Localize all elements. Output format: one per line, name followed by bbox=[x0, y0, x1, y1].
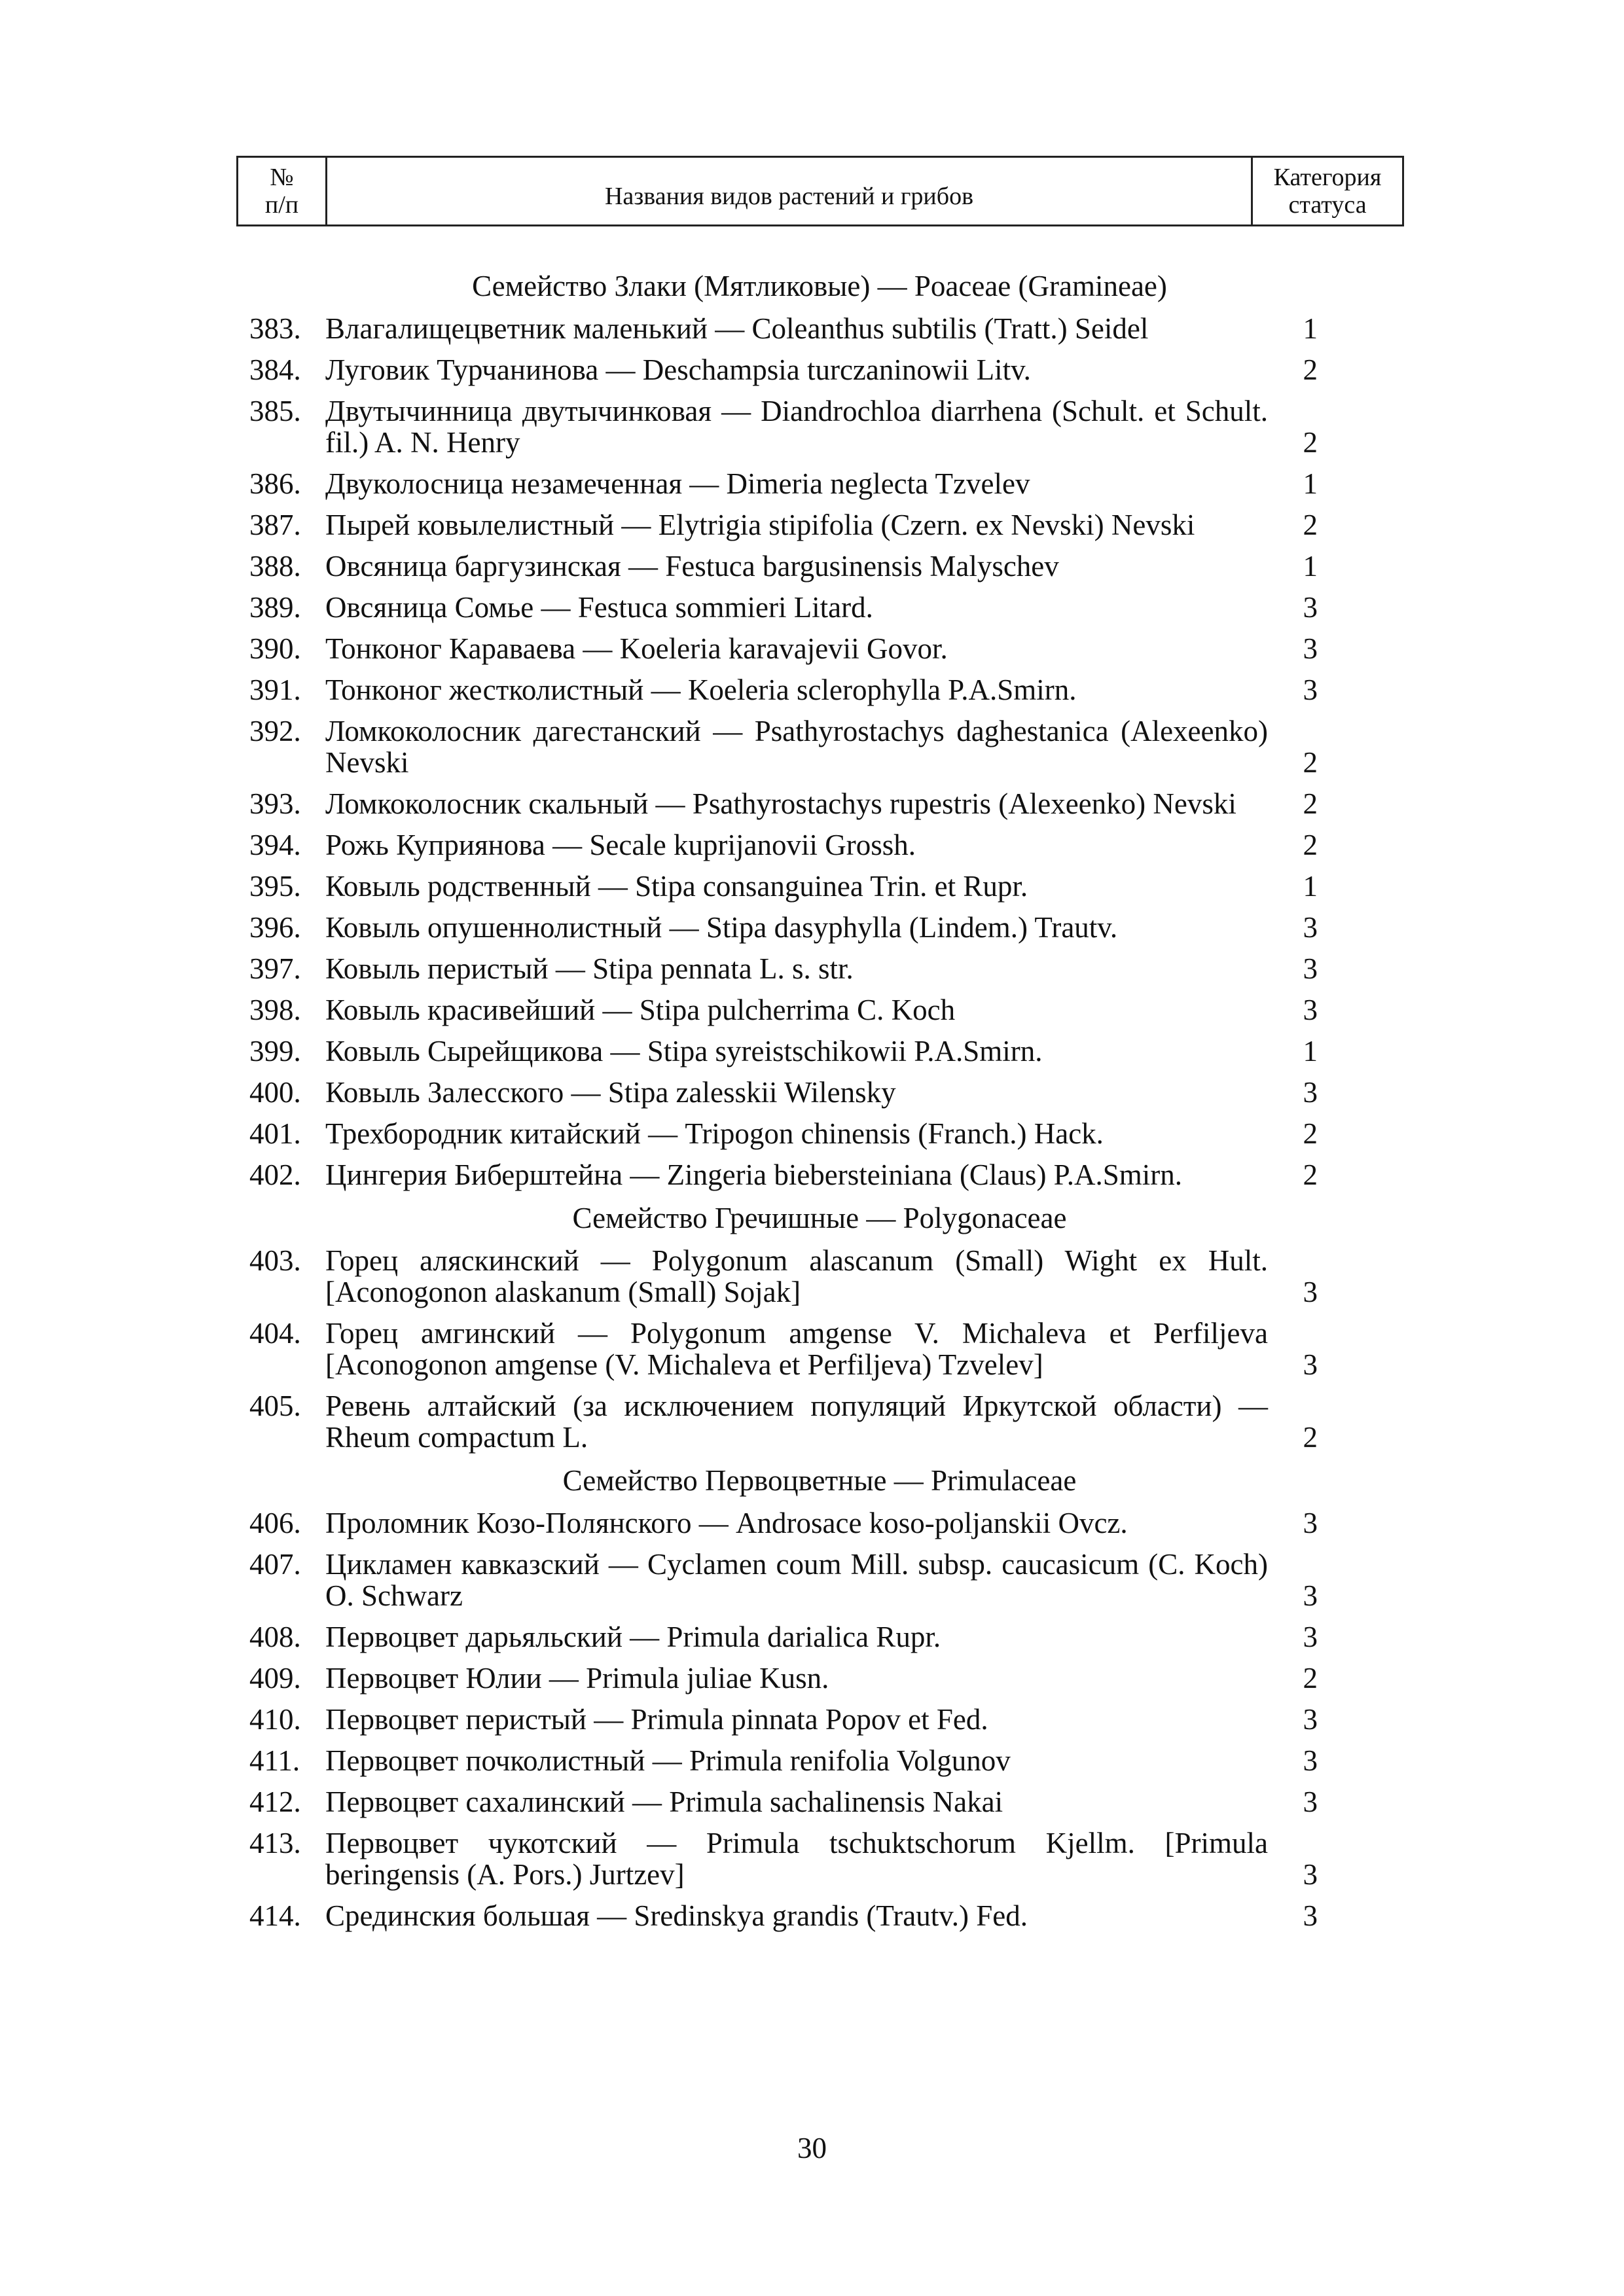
status-category: 1 bbox=[1303, 312, 1318, 345]
species-name: Ковыль опушеннолистный — Stipa dasyphylla (Lindem.) Trautv. bbox=[325, 911, 1118, 944]
species-number: 398. bbox=[249, 994, 301, 1026]
status-category: 2 bbox=[1303, 1421, 1318, 1454]
species-row bbox=[249, 674, 1318, 706]
header-name-cell bbox=[327, 158, 1253, 224]
header-number-sublabel: п/п bbox=[264, 191, 299, 219]
status-category: 1 bbox=[1303, 550, 1318, 583]
species-row bbox=[249, 550, 1318, 582]
status-category: 3 bbox=[1303, 1858, 1318, 1891]
species-name: Цингерия Биберштейна — Zingeria biebersteiniana (Claus) P.A.Smirn. bbox=[325, 1158, 1182, 1191]
species-name: Первоцвет дарьяльский — Primula darialica Rupr. bbox=[325, 1621, 941, 1653]
species-number: 407. bbox=[249, 1548, 301, 1581]
header-name-label: Названия видов растений и грибов bbox=[604, 183, 974, 210]
species-name: Первоцвет чукотский — Primula tschuktschorum Kjellm. [Primula beringensis (A. Pors.) Jurtzev] bbox=[325, 1827, 1268, 1891]
status-category: 3 bbox=[1303, 1703, 1318, 1736]
status-category: 2 bbox=[1303, 353, 1318, 386]
status-category: 3 bbox=[1303, 1276, 1318, 1308]
species-number: 388. bbox=[249, 550, 301, 583]
species-number: 405. bbox=[249, 1390, 301, 1422]
species-row bbox=[249, 1621, 1318, 1653]
header-status-sublabel: статуса bbox=[1288, 191, 1367, 219]
species-row bbox=[249, 994, 1318, 1026]
species-name: Двутычинница двутычинковая — Diandrochloa diarrhena (Schult. et Schult. fil.) A. N. Henry bbox=[325, 395, 1268, 459]
species-name: Тонконог Караваева — Koeleria karavajevii Govor. bbox=[325, 632, 948, 665]
species-name: Первоцвет Юлии — Primula juliae Kusn. bbox=[325, 1662, 829, 1695]
status-category: 1 bbox=[1303, 870, 1318, 903]
species-number: 395. bbox=[249, 870, 301, 903]
species-number: 383. bbox=[249, 312, 301, 345]
species-name: Влагалищецветник маленький — Coleanthus subtilis (Tratt.) Seidel bbox=[325, 312, 1149, 345]
species-name: Горец аляскинский — Polygonum alascanum (Small) Wight ex Hult. [Aconogonon alaskanum (Small) Sojak] bbox=[325, 1244, 1268, 1308]
species-row bbox=[249, 1662, 1318, 1694]
species-name: Овсяница баргузинская — Festuca bargusinensis Malyschev bbox=[325, 550, 1059, 583]
species-name: Первоцвет почколистный — Primula renifolia Volgunov bbox=[325, 1744, 1011, 1777]
species-number: 408. bbox=[249, 1621, 301, 1653]
species-row bbox=[249, 1077, 1318, 1108]
header-number-label: № bbox=[270, 164, 294, 191]
status-category: 3 bbox=[1303, 1621, 1318, 1653]
species-name: Проломник Козо-Полянского — Androsace koso-poljanskii Ovcz. bbox=[325, 1507, 1128, 1539]
species-number: 393. bbox=[249, 787, 301, 820]
species-row bbox=[249, 1035, 1318, 1067]
species-row bbox=[249, 1245, 1318, 1308]
species-row bbox=[249, 1745, 1318, 1776]
species-name: Первоцвет перистый — Primula pinnata Popov et Fed. bbox=[325, 1703, 988, 1736]
species-row bbox=[249, 788, 1318, 819]
species-row bbox=[249, 953, 1318, 984]
status-category: 2 bbox=[1303, 1158, 1318, 1191]
species-row bbox=[249, 1549, 1318, 1611]
species-row bbox=[249, 870, 1318, 902]
header-status-label: Категория bbox=[1273, 164, 1382, 191]
status-category: 2 bbox=[1303, 426, 1318, 459]
family-heading: Семейство Гречишные — Polygonaceae bbox=[572, 1202, 1067, 1234]
status-category: 2 bbox=[1303, 1117, 1318, 1150]
species-number: 385. bbox=[249, 395, 301, 427]
status-category: 2 bbox=[1303, 746, 1318, 779]
species-row bbox=[249, 1786, 1318, 1818]
species-number: 384. bbox=[249, 353, 301, 386]
status-category: 1 bbox=[1303, 467, 1318, 500]
species-row bbox=[249, 313, 1318, 344]
species-name: Трехбородник китайский — Tripogon chinensis (Franch.) Hack. bbox=[325, 1117, 1104, 1150]
status-category: 1 bbox=[1303, 1035, 1318, 1067]
species-name: Двуколосница незамеченная — Dimeria neglecta Tzvelev bbox=[325, 467, 1030, 500]
status-category: 2 bbox=[1303, 1662, 1318, 1695]
species-row bbox=[249, 354, 1318, 386]
species-number: 387. bbox=[249, 509, 301, 541]
species-row bbox=[249, 1704, 1318, 1735]
status-category: 3 bbox=[1303, 994, 1318, 1026]
species-row bbox=[249, 715, 1318, 778]
status-category: 3 bbox=[1303, 911, 1318, 944]
status-category: 3 bbox=[1303, 1076, 1318, 1109]
species-name: Пырей ковылелистный — Elytrigia stipifolia (Czern. ex Nevski) Nevski bbox=[325, 509, 1195, 541]
status-category: 3 bbox=[1303, 1744, 1318, 1777]
species-row bbox=[249, 1118, 1318, 1149]
page-number: 30 bbox=[797, 2132, 827, 2164]
species-number: 397. bbox=[249, 952, 301, 985]
status-category: 2 bbox=[1303, 509, 1318, 541]
species-number: 411. bbox=[249, 1744, 300, 1777]
species-name: Первоцвет сахалинский — Primula sachalinensis Nakai bbox=[325, 1785, 1003, 1818]
species-name: Ковыль перистый — Stipa pennata L. s. str. bbox=[325, 952, 854, 985]
species-number: 414. bbox=[249, 1899, 301, 1932]
species-number: 403. bbox=[249, 1244, 301, 1277]
status-category: 3 bbox=[1303, 673, 1318, 706]
species-row bbox=[249, 1390, 1318, 1453]
status-category: 2 bbox=[1303, 787, 1318, 820]
status-category: 3 bbox=[1303, 632, 1318, 665]
status-category: 2 bbox=[1303, 829, 1318, 861]
species-row bbox=[249, 509, 1318, 541]
species-name: Срединския большая — Sredinskya grandis (Trautv.) Fed. bbox=[325, 1899, 1028, 1932]
species-name: Ковыль родственный — Stipa consanguinea Trin. et Rupr. bbox=[325, 870, 1028, 903]
species-row bbox=[249, 633, 1318, 664]
species-number: 392. bbox=[249, 715, 301, 747]
species-row bbox=[249, 1318, 1318, 1380]
species-row bbox=[249, 1159, 1318, 1191]
status-category: 3 bbox=[1303, 1899, 1318, 1932]
species-row bbox=[249, 1507, 1318, 1539]
species-number: 404. bbox=[249, 1317, 301, 1350]
species-name: Ревень алтайский (за исключением популяций Иркутской области) — Rheum compactum L. bbox=[325, 1390, 1268, 1454]
header-status-cell bbox=[1253, 158, 1402, 224]
species-name: Луговик Турчанинова — Deschampsia turczaninowii Litv. bbox=[325, 353, 1031, 386]
species-number: 391. bbox=[249, 673, 301, 706]
status-category: 3 bbox=[1303, 591, 1318, 624]
species-number: 386. bbox=[249, 467, 301, 500]
species-name: Тонконог жестколистный — Koeleria sclerophylla P.A.Smirn. bbox=[325, 673, 1077, 706]
species-name: Ковыль Сырейщикова — Stipa syreistschikowii P.A.Smirn. bbox=[325, 1035, 1043, 1067]
species-row bbox=[249, 395, 1318, 458]
species-number: 389. bbox=[249, 591, 301, 624]
status-category: 3 bbox=[1303, 952, 1318, 985]
family-heading: Семейство Злаки (Мятликовые) — Poaceae (Gramineae) bbox=[472, 270, 1167, 302]
species-number: 390. bbox=[249, 632, 301, 665]
species-number: 401. bbox=[249, 1117, 301, 1150]
species-list bbox=[249, 268, 1318, 1941]
species-number: 410. bbox=[249, 1703, 301, 1736]
species-name: Ковыль красивейший — Stipa pulcherrima C. Koch bbox=[325, 994, 956, 1026]
family-heading: Семейство Первоцветные — Primulaceae bbox=[562, 1464, 1077, 1497]
species-row bbox=[249, 468, 1318, 499]
species-row bbox=[249, 912, 1318, 943]
species-name: Горец амгинский — Polygonum amgense V. Michaleva et Perfiljeva [Aconogonon amgense (V. Michaleva et Perfiljeva) Tzvelev] bbox=[325, 1317, 1268, 1381]
species-row bbox=[249, 592, 1318, 623]
status-category: 3 bbox=[1303, 1348, 1318, 1381]
species-name: Овсяница Сомье — Festuca sommieri Litard. bbox=[325, 591, 873, 624]
species-row bbox=[249, 1900, 1318, 1931]
species-name: Ломкоколосник скальный — Psathyrostachys rupestris (Alexeenko) Nevski bbox=[325, 787, 1236, 820]
species-name: Рожь Куприянова — Secale kuprijanovii Grossh. bbox=[325, 829, 916, 861]
species-row bbox=[249, 829, 1318, 861]
species-name: Ломкоколосник дагестанский — Psathyrostachys daghestanica (Alexeenko) Nevski bbox=[325, 715, 1268, 779]
species-number: 413. bbox=[249, 1827, 301, 1859]
status-category: 3 bbox=[1303, 1785, 1318, 1818]
species-name: Цикламен кавказский — Cyclamen coum Mill. subsp. caucasicum (C. Koch) O. Schwarz bbox=[325, 1548, 1268, 1612]
species-number: 399. bbox=[249, 1035, 301, 1067]
species-number: 409. bbox=[249, 1662, 301, 1695]
species-row bbox=[249, 1827, 1318, 1890]
table-header bbox=[236, 156, 1404, 226]
species-number: 396. bbox=[249, 911, 301, 944]
species-number: 402. bbox=[249, 1158, 301, 1191]
species-name: Ковыль Залесского — Stipa zalesskii Wilensky bbox=[325, 1076, 896, 1109]
status-category: 3 bbox=[1303, 1507, 1318, 1539]
species-number: 400. bbox=[249, 1076, 301, 1109]
species-number: 412. bbox=[249, 1785, 301, 1818]
species-number: 406. bbox=[249, 1507, 301, 1539]
header-number-cell bbox=[238, 158, 327, 224]
status-category: 3 bbox=[1303, 1579, 1318, 1612]
species-number: 394. bbox=[249, 829, 301, 861]
